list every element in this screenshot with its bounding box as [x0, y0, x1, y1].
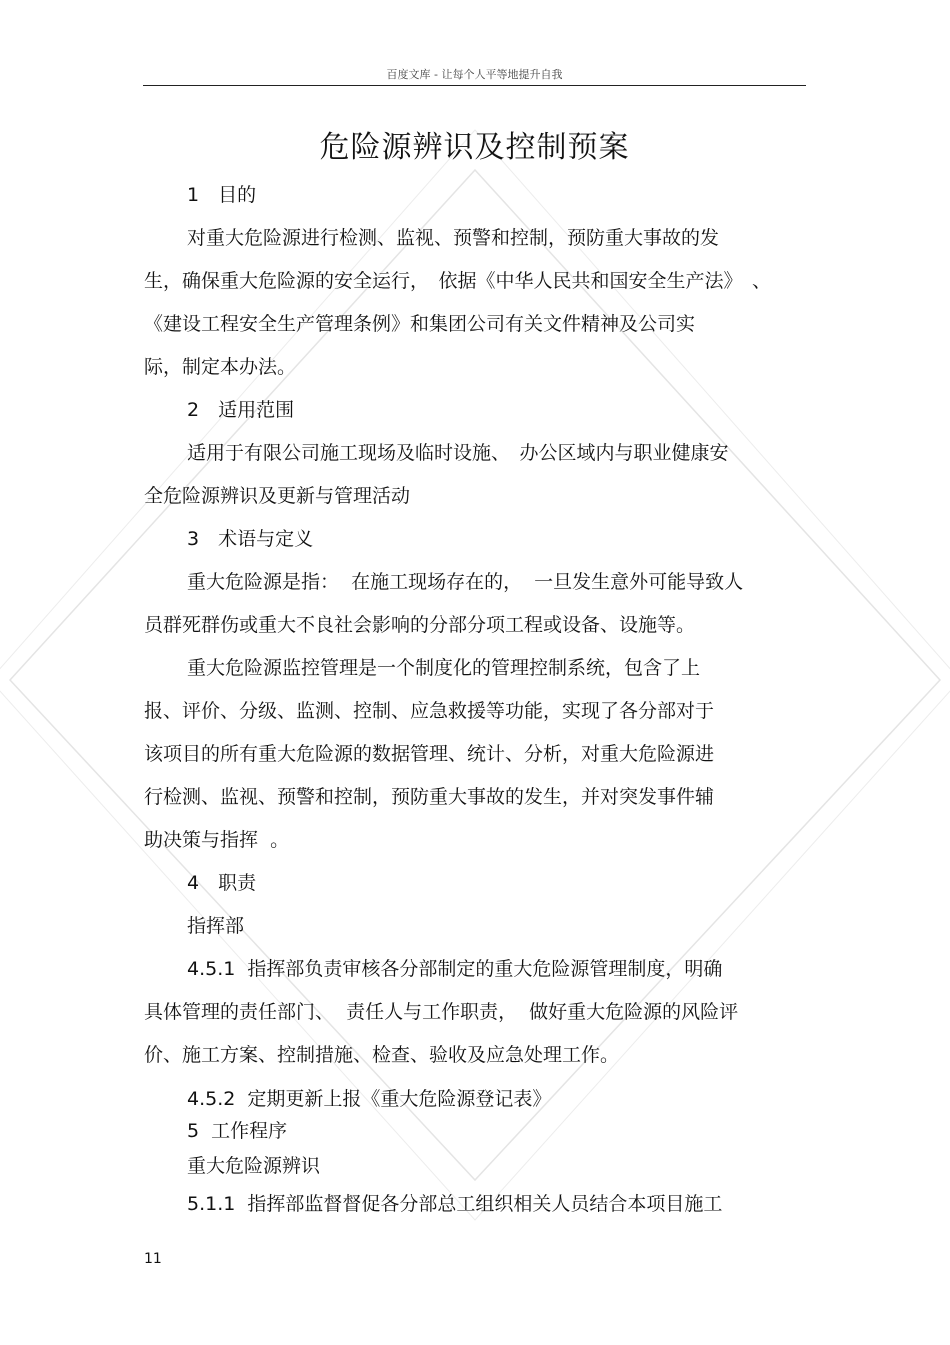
paragraph-line: 重大危险源监控管理是一个制度化的管理控制系统，包含了上: [187, 657, 701, 679]
paragraph-line: 具体管理的责任部门、 责任人与工作职责， 做好重大危险源的风险评: [144, 1001, 739, 1023]
section-heading: 5 工作程序: [187, 1120, 288, 1142]
paragraph-line: 4.5.1 指挥部负责审核各分部制定的重大危险源管理制度，明确: [187, 958, 723, 980]
section-heading: 4 职责: [187, 872, 257, 894]
paragraph-line: 4.5.2 定期更新上报《重大危险源登记表》: [187, 1088, 552, 1110]
section-heading: 2 适用范围: [187, 399, 295, 421]
paragraph-line: 员群死群伤或重大不良社会影响的分部分项工程或设备、设施等。: [144, 614, 696, 636]
paragraph-line: 适用于有限公司施工现场及临时设施、 办公区域内与职业健康安: [187, 442, 729, 464]
subsection-heading: 指挥部: [187, 915, 245, 937]
paragraph-line: 价、施工方案、控制措施、检查、验收及应急处理工作。: [144, 1044, 620, 1066]
document-title: 危险源辨识及控制预案: [319, 130, 630, 165]
paragraph-line: 该项目的所有重大危险源的数据管理、统计、分析，对重大危险源进: [144, 743, 715, 765]
paragraph-line: 生，确保重大危险源的安全运行， 依据《中华人民共和国安全生产法》 、: [144, 270, 772, 292]
subsection-heading: 重大危险源辨识: [187, 1155, 321, 1177]
paragraph-line: 全危险源辨识及更新与管理活动: [144, 485, 411, 507]
section-heading: 1 目的: [187, 184, 257, 206]
paragraph-line: 重大危险源是指： 在施工现场存在的， 一旦发生意外可能导致人: [187, 571, 744, 593]
section-heading: 3 术语与定义: [187, 528, 314, 550]
paragraph-line: 际，制定本办法。: [144, 356, 297, 378]
page-number: 11: [144, 1251, 162, 1267]
paragraph-line: 5.1.1 指挥部监督督促各分部总工组织相关人员结合本项目施工: [187, 1193, 723, 1215]
header-divider: [143, 85, 806, 86]
paragraph-line: 报、评价、分级、监测、控制、应急救援等功能，实现了各分部对于: [144, 700, 715, 722]
paragraph-line: 助决策与指挥 。: [144, 829, 290, 851]
paragraph-line: 对重大危险源进行检测、监视、预警和控制，预防重大事故的发: [187, 227, 720, 249]
paragraph-line: 行检测、监视、预警和控制，预防重大事故的发生，并对突发事件辅: [144, 786, 715, 808]
page-header: 百度文库 - 让每个人平等地提升自我: [386, 68, 563, 81]
paragraph-line: 《建设工程安全生产管理条例》和集团公司有关文件精神及公司实: [144, 313, 696, 335]
